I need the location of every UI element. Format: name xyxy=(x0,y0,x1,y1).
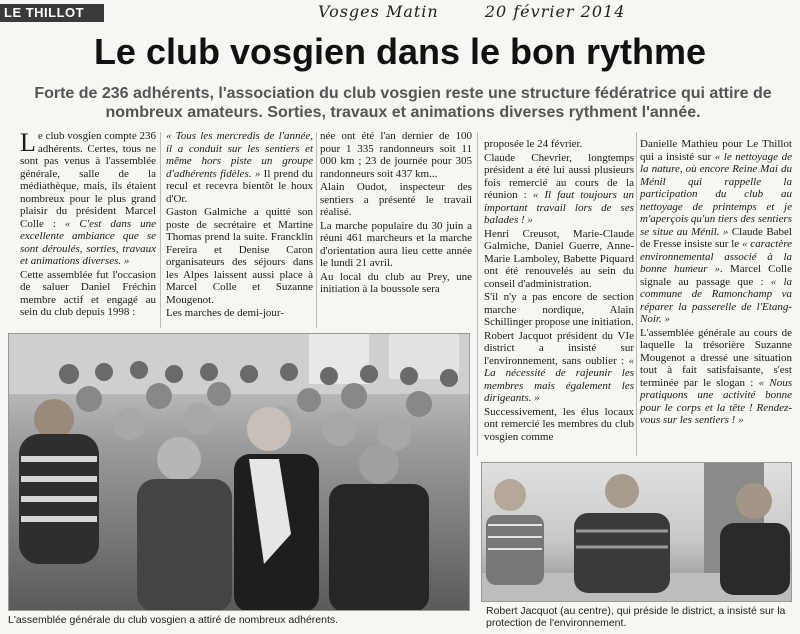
three-men-illustration xyxy=(482,463,792,602)
article-column-4 xyxy=(484,138,634,444)
paragraph xyxy=(166,130,313,205)
quote: « C'est dans une excellente ambiance que se sont déroulés, sorties, travaux et animations diverses. » xyxy=(20,217,156,267)
paragraph: S'il n'y a pas encore de section marche nordique, Alain Schillinger propose une initiation. xyxy=(484,291,634,328)
article-column-3 xyxy=(320,130,472,297)
section-rubric: LE THILLOT xyxy=(0,4,104,22)
text: Robert Jacquot président du VIe district a insisté sur l'environnement, sans oublier : xyxy=(484,329,634,367)
district-president-photo xyxy=(481,462,792,602)
text: Marcel Colle signale au passage que : xyxy=(640,263,792,288)
paragraph: Successivement, les élus locaux ont remercié les membres du club vosgien comme xyxy=(484,405,634,443)
text: Danielle Mathieu pour Le Thillot qui a insisté sur xyxy=(640,138,792,163)
paragraph xyxy=(484,152,634,227)
column-rule xyxy=(477,132,478,456)
audience-illustration xyxy=(9,334,470,611)
assembly-photo xyxy=(8,333,470,611)
paragraph: née ont été l'an dernier de 100 pour 1 335 randonneurs soit 11 000 km ; 23 de journée pour 305 randonneurs soit 437 km... xyxy=(320,130,472,180)
photo-caption: Robert Jacquot (au centre), qui préside le district, a insisté sur la protection de l'environnement. xyxy=(486,605,786,629)
paragraph: Les marches de demi-jour- xyxy=(166,307,284,319)
article-column-5 xyxy=(640,138,792,428)
article-headline: Le club vosgien dans le bon rythme xyxy=(93,31,707,72)
paragraph: Gaston Galmiche a quitté son poste de secrétaire et Martine Thomas prend la suite. Francklin Fereira et Denise Caron organisateurs des séjours dans les Alpes laissent aussi place à Marcel Colle et Suzanne Mougenot. xyxy=(166,206,313,306)
paragraph: La marche populaire du 30 juin a réuni 461 marcheurs et la marche d'orientation aura lieu cette année le lundi 21 avril. xyxy=(320,219,472,269)
source-date: 20 février 2014 xyxy=(484,2,626,21)
quote: « Il faut toujours un important travail lors de ses balades ! » xyxy=(484,189,634,226)
quote: « la commune de Ramonchamp va réparer la passerelle de l'Etang-Noir. » xyxy=(640,275,792,325)
paragraph: Henri Creusot, Marie-Claude Galmiche, Daniel Guerre, Anne-Marie Lamboley, Babette Piquard ont été renouvelés au sein du conseil d'administration. xyxy=(484,227,634,290)
quote: « Tous les mercredis de l'année, il a conduit sur les sentiers et même hors piste un groupe d'adhérents fidèles. » xyxy=(166,130,313,180)
text: Il prend du recul et recevra bientôt le houx d'Or. xyxy=(166,167,314,205)
paragraph: proposée le 24 février. xyxy=(484,138,583,150)
text: e club vosgien compte 236 adhérents. Certes, tous ne sont pas venus à l'assemblée générale, salle de la médiathèque, mais, ils étaient nombreux pour le plus grand plaisir du président Marcel Colle : xyxy=(20,130,156,230)
article-column-2 xyxy=(166,130,313,321)
quote: « le nettoyage de la nature, où encore Reine Mai du Ménil qui rappelle la participation du club au nettoyage de printemps et je m'aperçois qu'un tiers des sentiers se situe au Ménil. » xyxy=(640,150,792,238)
column-rule xyxy=(316,132,317,328)
paragraph: Cette assemblée fut l'occasion de saluer Daniel Fréchin membre actif et engagé au sein du club depuis 1998 : xyxy=(20,268,156,318)
paragraph xyxy=(640,138,792,326)
article-lead: Forte de 236 adhérents, l'association du club vosgien reste une structure fédératrice qui attire de nombreux amateurs. Sorties, travaux et animations diverses rythment l'année. xyxy=(34,85,772,121)
text: Claude Babel de Fresse insiste sur le xyxy=(640,225,792,250)
text: L'assemblée générale au cours de laquelle la trésorière Suzanne Mougenot a dressé une situation tout à fait satisfaisante, s'est terminée par le slogan : xyxy=(640,326,792,389)
source-name: Vosges Matin xyxy=(318,2,439,21)
quote: « La nécessité de rajeunir les membres mais également les dirigeants. » xyxy=(484,354,634,404)
paragraph: Alain Oudot, inspecteur des sentiers a présenté le travail réalisé. xyxy=(320,181,472,218)
paragraph xyxy=(484,330,634,405)
paragraph xyxy=(640,327,792,427)
quote: « caractère environnemental associé à la bonne humeur ». xyxy=(640,238,793,275)
paragraph xyxy=(20,130,156,268)
paragraph: Au local du club au Prey, une initiation à la boussole sera xyxy=(320,270,472,295)
text: Claude Chevrier, longtemps président a été lui aussi plusieurs fois remercié au cours de la réunion : xyxy=(484,151,634,201)
source-handwritten xyxy=(318,2,625,21)
drop-cap: L xyxy=(20,128,36,157)
column-rule xyxy=(160,132,161,328)
column-rule xyxy=(636,132,637,456)
photo-caption: L'assemblée générale du club vosgien a attiré de nombreux adhérents. xyxy=(8,614,339,626)
quote: « Nous pratiquons une activité bonne pour le corps et la tête ! Rendez-vous sur les sentiers ! » xyxy=(640,376,792,426)
article-column-1 xyxy=(20,130,156,320)
